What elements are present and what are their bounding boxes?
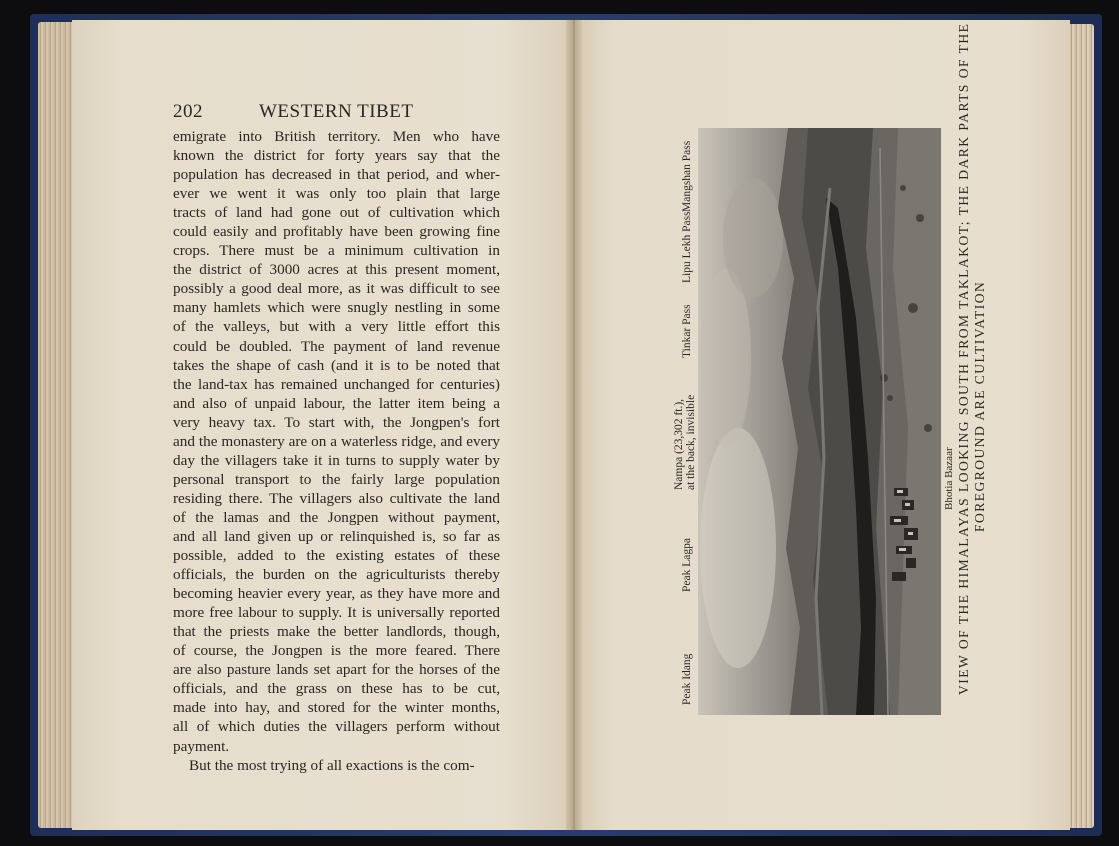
text-line: of the valleys, but with a very little effort this <box>173 318 500 336</box>
text-line: ever we went it was only too plain that large <box>173 185 500 203</box>
label-nampa-note: at the back, invisible <box>685 394 697 490</box>
text-line: that the priests make the better landlords, though, <box>173 623 500 641</box>
text-line: emigrate into British territory. Men who have <box>173 128 500 145</box>
text-line: many hamlets which were snugly nestling in some <box>173 299 500 317</box>
text-line: takes the shape of cash (and it is to be noted that <box>173 356 500 374</box>
text-line: and the monastery are on a waterless ridge, and every <box>173 432 500 450</box>
text-line: But the most trying of all exactions is the com- <box>189 756 475 774</box>
running-title: WESTERN TIBET <box>259 101 414 122</box>
label-peak-idang: Peak Idang <box>681 653 693 705</box>
plate-photograph <box>698 128 941 715</box>
text-line: becoming heavier every year, as they have more and <box>173 585 500 603</box>
text-line: personal transport to the fairly large population <box>173 470 500 488</box>
text-line: officials, and the grass on these has to be cut, <box>173 680 500 698</box>
text-line: possible, added to the existing estates of these <box>173 547 500 565</box>
text-line: residing there. The villagers also cultivate the land <box>173 489 500 507</box>
text-line: possibly a good deal more, as it was difficult to see <box>173 280 500 298</box>
text-line: payment. <box>173 737 230 755</box>
label-nampa: Nampa (23,302 ft.), <box>673 398 685 490</box>
text-line: and all land given up or relinquished is, so far as <box>173 527 500 545</box>
body-text <box>173 127 500 775</box>
text-line: all of which duties the villagers perform without <box>173 718 500 736</box>
text-line: tracts of land had gone out of cultivation which <box>173 204 500 222</box>
text-line: crops. There must be a minimum cultivation in <box>173 242 500 260</box>
text-line: known the district for forty years say that the <box>173 147 500 165</box>
text-line: made into hay, and stored for the winter months, <box>173 699 500 717</box>
text-line: the district of 3000 acres at this present moment, <box>173 261 500 279</box>
label-peak-lagpa: Peak Lagpa <box>681 538 693 592</box>
label-mangshan-pass: Mangshan Pass <box>681 140 693 212</box>
page-number: 202 <box>173 101 203 122</box>
text-line: are also pasture lands set apart for the horses of the <box>173 661 500 679</box>
text-line: population has decreased in that period, and wher- <box>173 166 500 184</box>
text-line: the land-tax has remained unchanged for centuries) <box>173 375 500 393</box>
plate-caption-line-1: VIEW OF THE HIMALAYAS LOOKING SOUTH FROM TAKLAKOT; THE DARK PARTS OF THE <box>956 22 971 695</box>
text-line: officials, the burden on the agriculturists thereby <box>173 566 500 584</box>
text-line: more free labour to supply. It is universally reported <box>173 604 500 622</box>
label-tinkar-pass: Tinkar Pass <box>681 304 693 358</box>
text-line: of course, the Jongpen is the more feared. There <box>173 642 500 660</box>
text-line: could be doubled. The payment of land revenue <box>173 337 500 355</box>
label-lipu-lekh-pass: Lipu Lekh Pass <box>681 211 693 283</box>
text-line: very heavy tax. To start with, the Jongpen's fort <box>173 413 500 431</box>
plate-caption-line-2: FOREGROUND ARE CULTIVATION <box>972 280 987 532</box>
text-line: of the lamas and the Jongpen without payment, <box>173 508 500 526</box>
mountain-landscape <box>698 128 941 715</box>
text-line: could easily and profitably have been growing fine <box>173 223 500 241</box>
text-line: and also of unpaid labour, the latter item being a <box>173 394 500 412</box>
label-bhotia-bazaar: Bhotia Bazaar <box>943 447 955 510</box>
text-line: day the villagers take it in turns to supply water by <box>173 451 500 469</box>
book-gutter <box>566 20 582 830</box>
